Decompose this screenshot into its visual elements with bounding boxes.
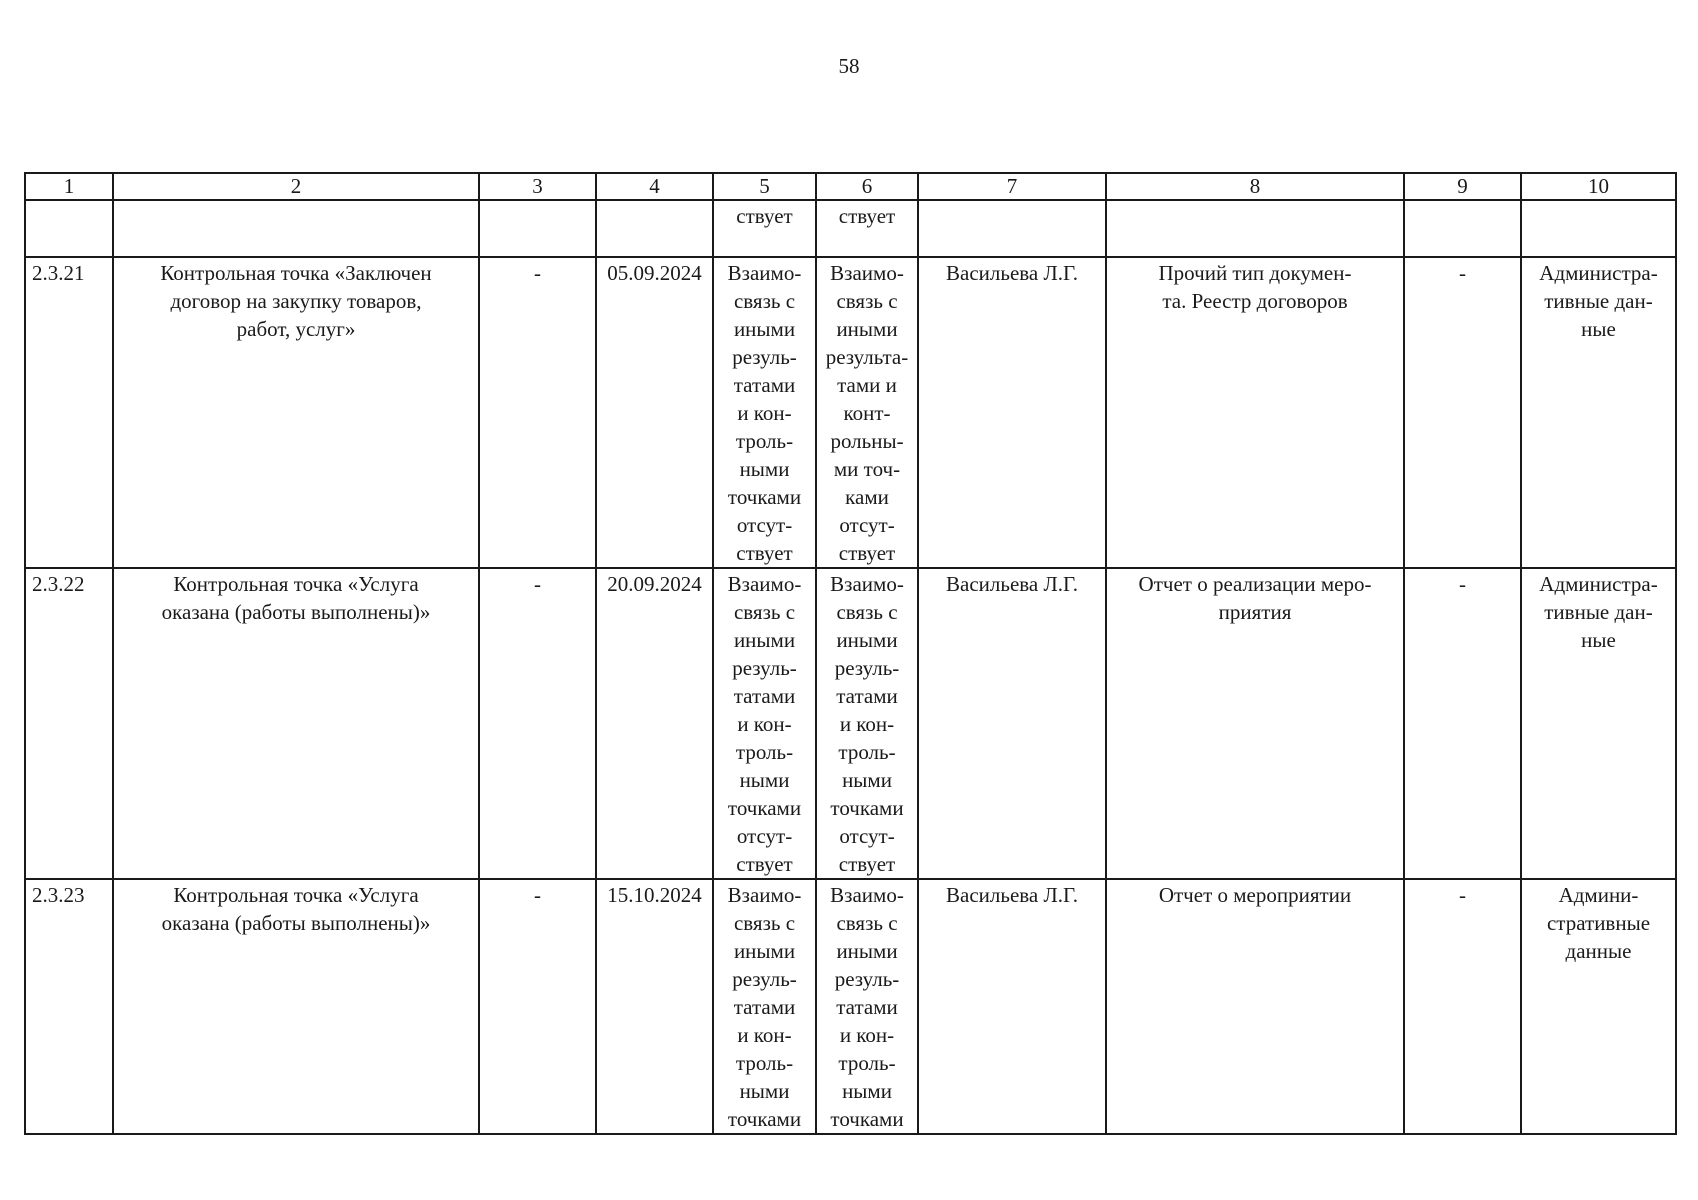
control-point-name: Контрольная точка «Услуга оказана (работы выполнены)» xyxy=(161,883,431,935)
responsible-cell: Васильева Л.Г. xyxy=(946,883,1078,907)
relation-cell: Взаимо- связь с иными резуль- татами и кон- троль- ными точками отсут- ствует xyxy=(727,261,802,565)
source-cell: Админи- стративные данные xyxy=(1546,883,1651,963)
cell-col3: - xyxy=(534,883,541,907)
row-number: 2.3.22 xyxy=(32,572,85,596)
column-header: 7 xyxy=(918,173,1106,200)
relation-cell: Взаимо- связь с иными резуль- татами и кон- троль- ными точками отсут- ствует xyxy=(727,572,802,876)
relation-cell: Взаимо- связь с иными резуль- татами и кон- троль- ными точками xyxy=(830,883,904,1131)
column-header: 9 xyxy=(1404,173,1521,200)
column-header: 6 xyxy=(816,173,918,200)
cell-col9: - xyxy=(1459,261,1466,285)
continuation-row xyxy=(25,200,1676,257)
cell-col9: - xyxy=(1459,572,1466,596)
column-number-row xyxy=(25,173,1676,200)
cell-col9: - xyxy=(1459,883,1466,907)
row-number: 2.3.21 xyxy=(32,261,85,285)
cell-col3: - xyxy=(534,572,541,596)
relation-cell: ствует xyxy=(838,204,896,228)
relation-cell: Взаимо- связь с иными резуль- татами и кон- троль- ными точками отсут- ствует xyxy=(830,572,904,876)
relation-cell: Взаимо- связь с иными резуль- татами и кон- троль- ными точками xyxy=(727,883,802,1131)
column-header: 2 xyxy=(113,173,479,200)
control-points-table xyxy=(24,172,1677,1135)
document-cell: Отчет о мероприятии xyxy=(1158,883,1352,907)
cell-col3: - xyxy=(534,261,541,285)
relation-cell: Взаимо- связь с иными результа- тами и конт- рольны- ми точ- ками отсут- ствует xyxy=(825,261,909,565)
source-cell: Администра- тивные дан- ные xyxy=(1539,261,1658,341)
column-header: 8 xyxy=(1106,173,1404,200)
source-cell: Администра- тивные дан- ные xyxy=(1539,572,1658,652)
date-cell: 05.09.2024 xyxy=(607,261,702,285)
relation-cell: ствует xyxy=(736,204,793,228)
column-header: 1 xyxy=(25,173,113,200)
row-number: 2.3.23 xyxy=(32,883,85,907)
document-cell: Прочий тип докумен- та. Реестр договоров xyxy=(1158,261,1352,313)
column-header: 3 xyxy=(479,173,596,200)
table-row xyxy=(25,257,1676,568)
column-header: 4 xyxy=(596,173,713,200)
control-point-name: Контрольная точка «Услуга оказана (работы выполнены)» xyxy=(161,572,431,624)
column-header: 5 xyxy=(713,173,816,200)
column-header: 10 xyxy=(1521,173,1676,200)
page-number: 58 xyxy=(838,54,860,78)
document-cell: Отчет о реализации меро- приятия xyxy=(1138,572,1372,624)
date-cell: 15.10.2024 xyxy=(607,883,702,907)
responsible-cell: Васильева Л.Г. xyxy=(946,261,1078,285)
table-row xyxy=(25,879,1676,1134)
table-row xyxy=(25,568,1676,879)
responsible-cell: Васильева Л.Г. xyxy=(946,572,1078,596)
date-cell: 20.09.2024 xyxy=(607,572,702,596)
control-point-name: Контрольная точка «Заключен договор на закупку товаров, работ, услуг» xyxy=(160,261,432,341)
